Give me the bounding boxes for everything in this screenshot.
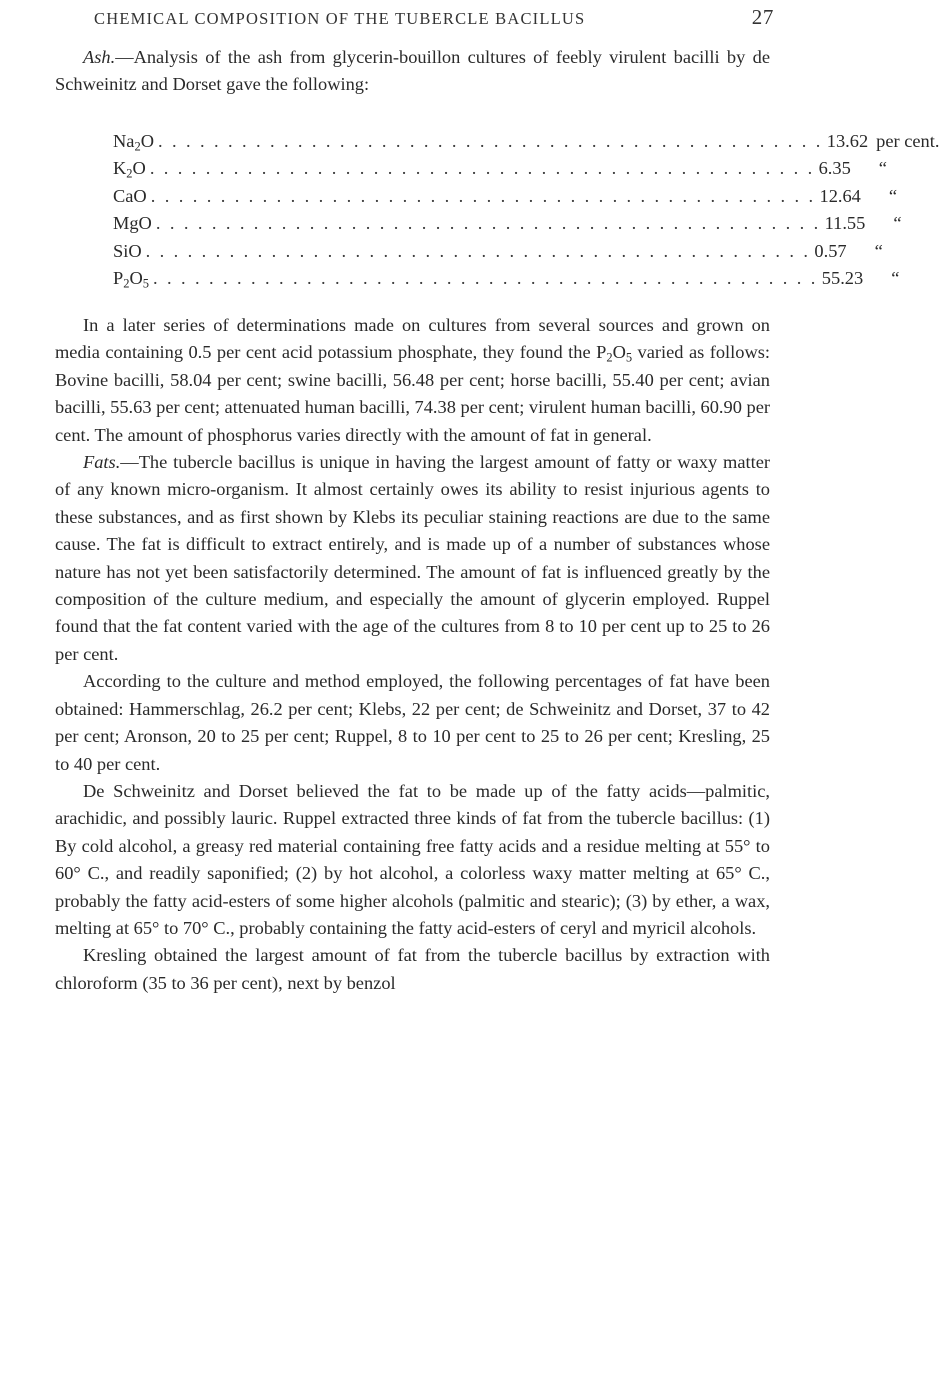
compound-name: $K_2O$ — [113, 158, 146, 181]
leader-dots: . . . . . . . . . . . . . . . . . . . . . . . . . . . . . . . . . . . . . . . . . . . . . . . . — [145, 240, 811, 261]
compound-name: SiO — [113, 240, 142, 261]
percentage-value: 12.64 — [819, 185, 861, 206]
ash-heading: Ash. — [83, 47, 116, 67]
phosphorus-paragraph: In a later series of determinations made on cultures from several sources and grown on media containing 0.5 per cent acid potassium phosphate, they found the $P_2O_5$ varied as follows: Bovine bacilli, 58.04 per cent; swine bacilli, 56.48 per cent; horse bacilli, 55.40 per cent; avian bacilli, 55.63 per cent; attenuated human bacilli, 74.38 per cent; virulent human bacilli, 60.90 per cent. The amount of phosphorus varies directly with the amount of fat in general. — [55, 315, 771, 445]
ditto-mark: “ — [878, 158, 887, 179]
table-row — [113, 128, 939, 155]
percentage-value: 11.55 — [824, 213, 866, 234]
percentage-unit: per cent. — [876, 131, 939, 151]
ditto-mark: “ — [891, 267, 900, 288]
main-body-text — [55, 312, 770, 997]
percentage-value: 6.35 — [818, 158, 851, 179]
kresling-paragraph: Kresling obtained the largest amount of fat from the tubercle bacillus by extraction with chloroform (35 to 36 per cent), next by benzol — [55, 945, 770, 993]
running-head-title: CHEMICAL COMPOSITION OF THE TUBERCLE BACILLUS — [94, 9, 586, 28]
compound-name: $P_2O_5$ — [113, 267, 150, 291]
running-head — [94, 5, 774, 30]
ditto-mark: “ — [874, 240, 883, 261]
leader-dots: . . . . . . . . . . . . . . . . . . . . . . . . . . . . . . . . . . . . . . . . . . . . . . . . — [150, 185, 816, 206]
compound-name: CaO — [113, 185, 147, 206]
fats-paragraph: Fats.—The tubercle bacillus is unique in having the largest amount of fatty or waxy matter of any known micro-organism. It almost certainly owes its ability to resist injurious agents to these substances, and as first shown by Klebs its peculiar staining reactions are due to the same cause. The fat is difficult to extract entirely, and is made up of a number of substances whose nature has not yet been satisfactorily determined. The amount of fat is influenced greatly by the composition of the culture medium, and especially the amount of glycerin employed. Ruppel found that the fat content varied with the age of the cultures from 8 to 10 per cent up to 25 to 26 per cent. — [55, 452, 770, 664]
table-row — [113, 238, 883, 265]
page-number: 27 — [751, 5, 774, 29]
leader-dots: . . . . . . . . . . . . . . . . . . . . . . . . . . . . . . . . . . . . . . . . . . . . . . . . — [149, 158, 815, 179]
fat-percentages-paragraph: According to the culture and method employed, the following percentages of fat have been obtained: Hammerschlag, 26.2 per cent; Klebs, 22 per cent; de Schweinitz and Dorset, 37 to 42 per cent; Aronson, 20 to 25 per cent; Ruppel, 8 to 10 per cent to 25 to 26 per cent; Kresling, 25 to 40 per cent. — [55, 671, 770, 774]
percentage-value: 55.23 — [821, 267, 864, 288]
compound-name: $Na_2O$ — [113, 131, 154, 154]
ash-intro-paragraph — [55, 44, 770, 99]
table-row — [113, 210, 902, 237]
percentage-value: 0.57 — [814, 240, 847, 261]
compound-name: MgO — [113, 213, 152, 234]
ash-analysis-table — [113, 128, 939, 292]
table-row — [113, 183, 898, 210]
fatty-acids-paragraph: De Schweinitz and Dorset believed the fat to be made up of the fatty acids—palmitic, arachidic, and possibly lauric. Ruppel extracted three kinds of fat from the tubercle bacillus: (1) By cold alcohol, a greasy red material containing free fatty acids and a residue melting at 55° to 60° C., and readily saponified; (2) by hot alcohol, a colorless waxy matter melting at 65° C., probably the fatty acid-esters of some higher alcohols (palmitic and stearic); (3) by ether, a wax, melting at 65° to 70° C., probably containing the fatty acid-esters of ceryl and myricil alcohols. — [55, 780, 770, 938]
ditto-mark: “ — [888, 185, 898, 206]
percentage-value: 13.62 — [826, 131, 869, 151]
table-row — [113, 155, 887, 182]
leader-dots: . . . . . . . . . . . . . . . . . . . . . . . . . . . . . . . . . . . . . . . . . . . . . . . . — [157, 131, 823, 151]
leader-dots: . . . . . . . . . . . . . . . . . . . . . . . . . . . . . . . . . . . . . . . . . . . . . . . . — [153, 267, 818, 288]
ditto-mark: “ — [893, 213, 902, 234]
table-row — [113, 265, 900, 292]
fats-heading: Fats. — [83, 452, 121, 473]
leader-dots: . . . . . . . . . . . . . . . . . . . . . . . . . . . . . . . . . . . . . . . . . . . . . . . . — [155, 213, 821, 234]
ash-intro-text: —Analysis of the ash from glycerin-bouillon cultures of feebly virulent bacilli by de Schweinitz and Dorset gave the following: — [55, 47, 770, 95]
